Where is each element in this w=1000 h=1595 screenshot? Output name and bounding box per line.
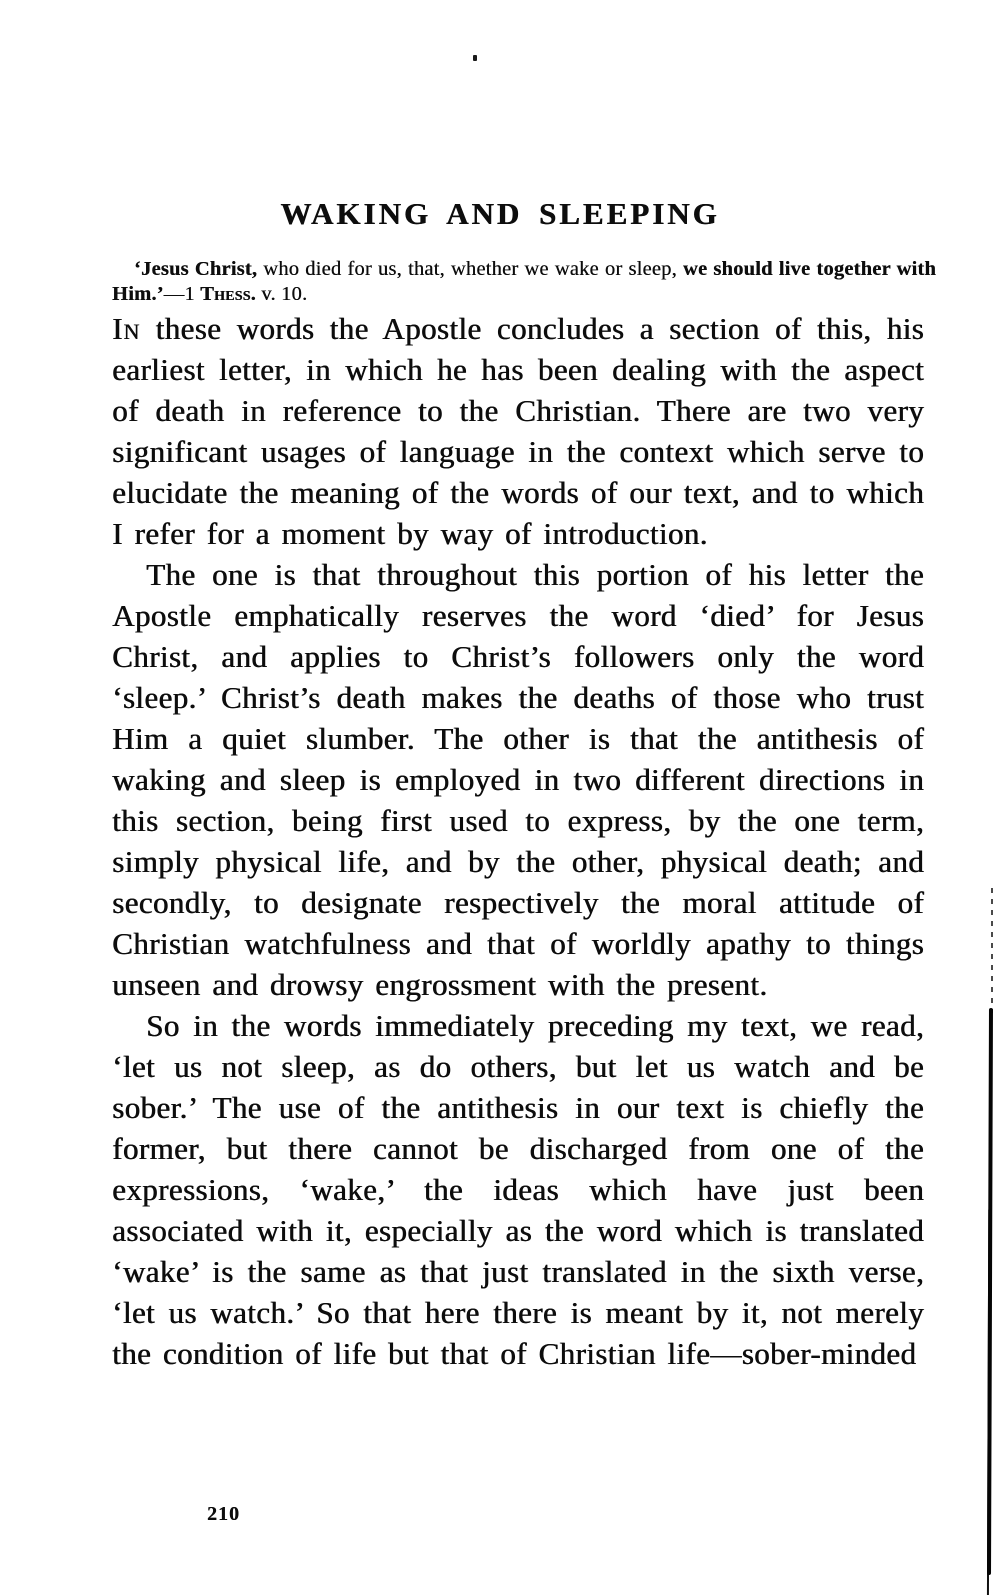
scan-scratch-line <box>991 888 993 1013</box>
ink-speck <box>473 55 477 61</box>
scan-scratch-line <box>987 1008 993 1575</box>
page-number: 210 <box>207 1503 240 1525</box>
epigraph <box>112 257 936 306</box>
paragraph-lead-word: In <box>112 311 141 346</box>
epigraph-reference-dash: —1 <box>163 282 201 305</box>
epigraph-quote-open: ‘Jesus Christ, <box>134 258 258 280</box>
paragraph-text: these words the Apostle concludes a section of this, his earliest letter, in which he has been dealing with the aspect of death in reference to the Christian. There are two very significant usages of language in the context which serve to elucidate the meaning of the words of our text, and to which I refer for a moment by way of introduction. <box>112 311 924 551</box>
epigraph-quote-bold: we should live together with Him.’ <box>112 258 936 305</box>
epigraph-reference-book: Thess. <box>200 282 256 305</box>
epigraph-quote-mid: who died for us, that, whether we wake or sleep, <box>257 258 683 280</box>
paragraph <box>112 308 924 554</box>
epigraph-reference-verse: v. 10. <box>255 282 308 305</box>
body-text <box>112 308 924 1374</box>
paragraph: The one is that throughout this portion of his letter the Apostle emphatically reserves the word ‘died’ for Jesus Christ, and applies to Christ’s followers only the word ‘sleep.’ Christ’s death makes the deaths of those who trust Him a quiet slumber. The other is that the antithesis of waking and sleep is employed in two different directions in this section, being first used to express, by the one term, simply physical life, and by the other, physical death; and secondly, to designate respectively the moral attitude of Christian watchfulness and that of worldly apathy to things unseen and drowsy engrossment with the present. <box>112 557 924 1002</box>
page-title: WAKING AND SLEEPING <box>280 196 720 231</box>
paragraph: So in the words immediately preceding my text, we read, ‘let us not sleep, as do others, but let us watch and be sober.’ The use of the antithesis in our text is chiefly the former, but there cannot be discharged from one of the expressions, ‘wake,’ the ideas which have just been associated with it, especially as the word which is translated ‘wake’ is the same as that just translated in the sixth verse, ‘let us watch.’ So that here there is meant by it, not merely the condition of life but that of Christian life—sober-minded <box>112 1008 924 1371</box>
